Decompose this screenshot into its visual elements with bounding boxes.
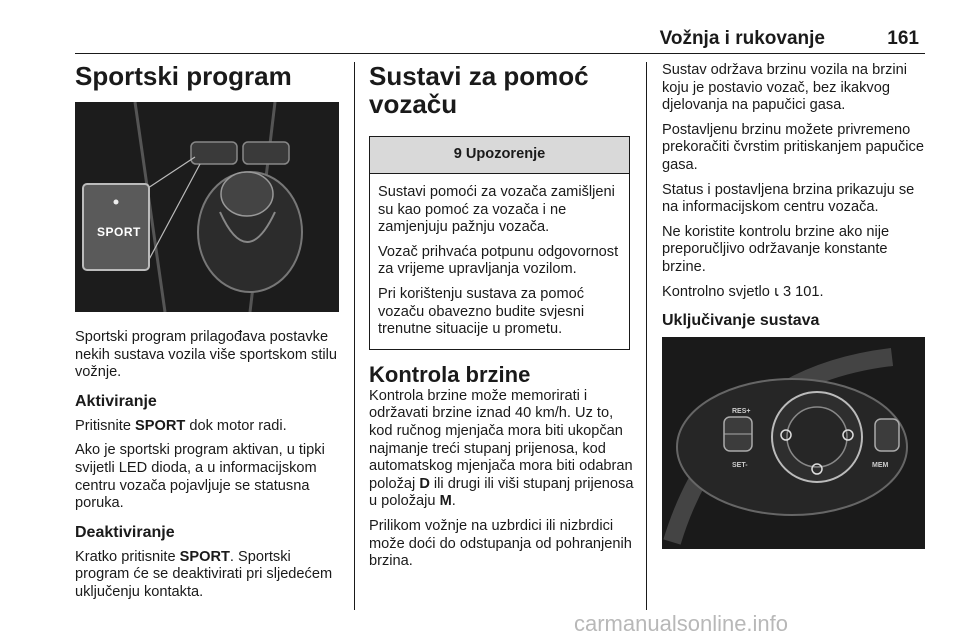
middle-column bbox=[369, 62, 635, 578]
sport-console-image bbox=[75, 102, 339, 312]
left-column bbox=[75, 62, 343, 609]
page-number: 161 bbox=[887, 28, 919, 49]
cruise-paragraph-1: Kontrola brzine može memorirati i održavati brzine iznad 40 km/h. Uz to, kod ručnog mjenjača mora biti ukopčan najmanje treći stupanj prijenosa, kod automatskog mjenjača mora biti odabran položaj D ili drugi ili viši stupanj prijenosa u položaju M. bbox=[369, 387, 634, 510]
deactivation-heading: Deaktiviranje bbox=[75, 523, 175, 541]
warning-box bbox=[369, 136, 630, 350]
warning-paragraph-1: Sustavi pomoći za vozača zamišljeni su kao pomoć za vozača i ne zamjenjuju pažnju vozača. bbox=[378, 184, 615, 236]
right-paragraph-5: Kontrolno svjetlo ⍳ 3 101. bbox=[662, 283, 824, 300]
right-paragraph-3: Status i postavljena brzina prikazuju se na informacijskom centru vozača. bbox=[662, 181, 915, 216]
right-paragraph-2: Postavljenu brzinu možete privremeno prekoračiti čvrstim pritiskanjem papučice gasa. bbox=[662, 121, 924, 173]
res-plus-label: RES+ bbox=[732, 408, 751, 416]
sport-intro: Sportski program prilagođava postavke nekih sustava vozila više sportskom stilu vožnje. bbox=[75, 329, 337, 381]
activation-paragraph-1: Pritisnite SPORT dok motor radi. bbox=[75, 417, 287, 434]
activation-paragraph-2: Ako je sportski program aktivan, u tipki svijetli LED dioda, a u informacijskom centru vozača pojavljuje se statusna poruka. bbox=[75, 442, 325, 512]
mem-label: MEM bbox=[872, 462, 889, 470]
right-paragraph-1: Sustav održava brzinu vozila na brzini koju je postavio vozač, bez ikakvog djelovanja na papučici gasa. bbox=[662, 62, 907, 114]
switch-on-heading: Uključivanje sustava bbox=[662, 312, 820, 330]
warning-paragraph-2: Vozač prihvaća potpunu odgovornost za vrijeme upravljanja vozilom. bbox=[378, 243, 619, 278]
sport-program-title: Sportski program bbox=[75, 61, 292, 91]
sport-button-label: SPORT bbox=[97, 225, 141, 239]
header-rule bbox=[75, 53, 925, 54]
right-column bbox=[662, 62, 930, 549]
watermark: carmanualsonline.info bbox=[574, 611, 789, 636]
driver-assist-title: Sustavi za pomoć vozaču bbox=[369, 61, 589, 119]
steering-wheel-image bbox=[662, 337, 925, 549]
right-paragraph-4: Ne koristite kontrolu brzine ako nije preporučljivo održavanje konstante brzine. bbox=[662, 223, 890, 275]
column-divider-2 bbox=[646, 62, 647, 610]
activation-heading: Aktiviranje bbox=[75, 392, 157, 410]
warning-icon: 9 bbox=[453, 146, 462, 163]
deactivation-paragraph: Kratko pritisnite SPORT. Sportski program će se deaktivirati pri sljedećem uključenju kontakta. bbox=[75, 548, 333, 600]
section-title: Vožnja i rukovanje bbox=[659, 28, 825, 49]
page-header bbox=[75, 28, 925, 50]
steering-wheel-controls-illustration bbox=[662, 337, 925, 549]
warning-header bbox=[370, 137, 629, 174]
warning-paragraph-3: Pri korištenju sustava za pomoć vozaču obavezno budite svjesni trenutne situacije u prometu. bbox=[378, 285, 585, 338]
warning-label: Upozorenje bbox=[465, 146, 546, 163]
cruise-control-symbol-icon: ⍳ bbox=[773, 283, 779, 300]
column-divider-1 bbox=[354, 62, 355, 610]
set-minus-label: SET- bbox=[732, 462, 748, 470]
cruise-control-heading: Kontrola brzine bbox=[369, 361, 531, 387]
cruise-paragraph-2: Prilikom vožnje na uzbrdici ili nizbrdici može doći do odstupanja od pohranjenih brzina. bbox=[369, 517, 632, 570]
sport-console-illustration bbox=[75, 102, 339, 312]
